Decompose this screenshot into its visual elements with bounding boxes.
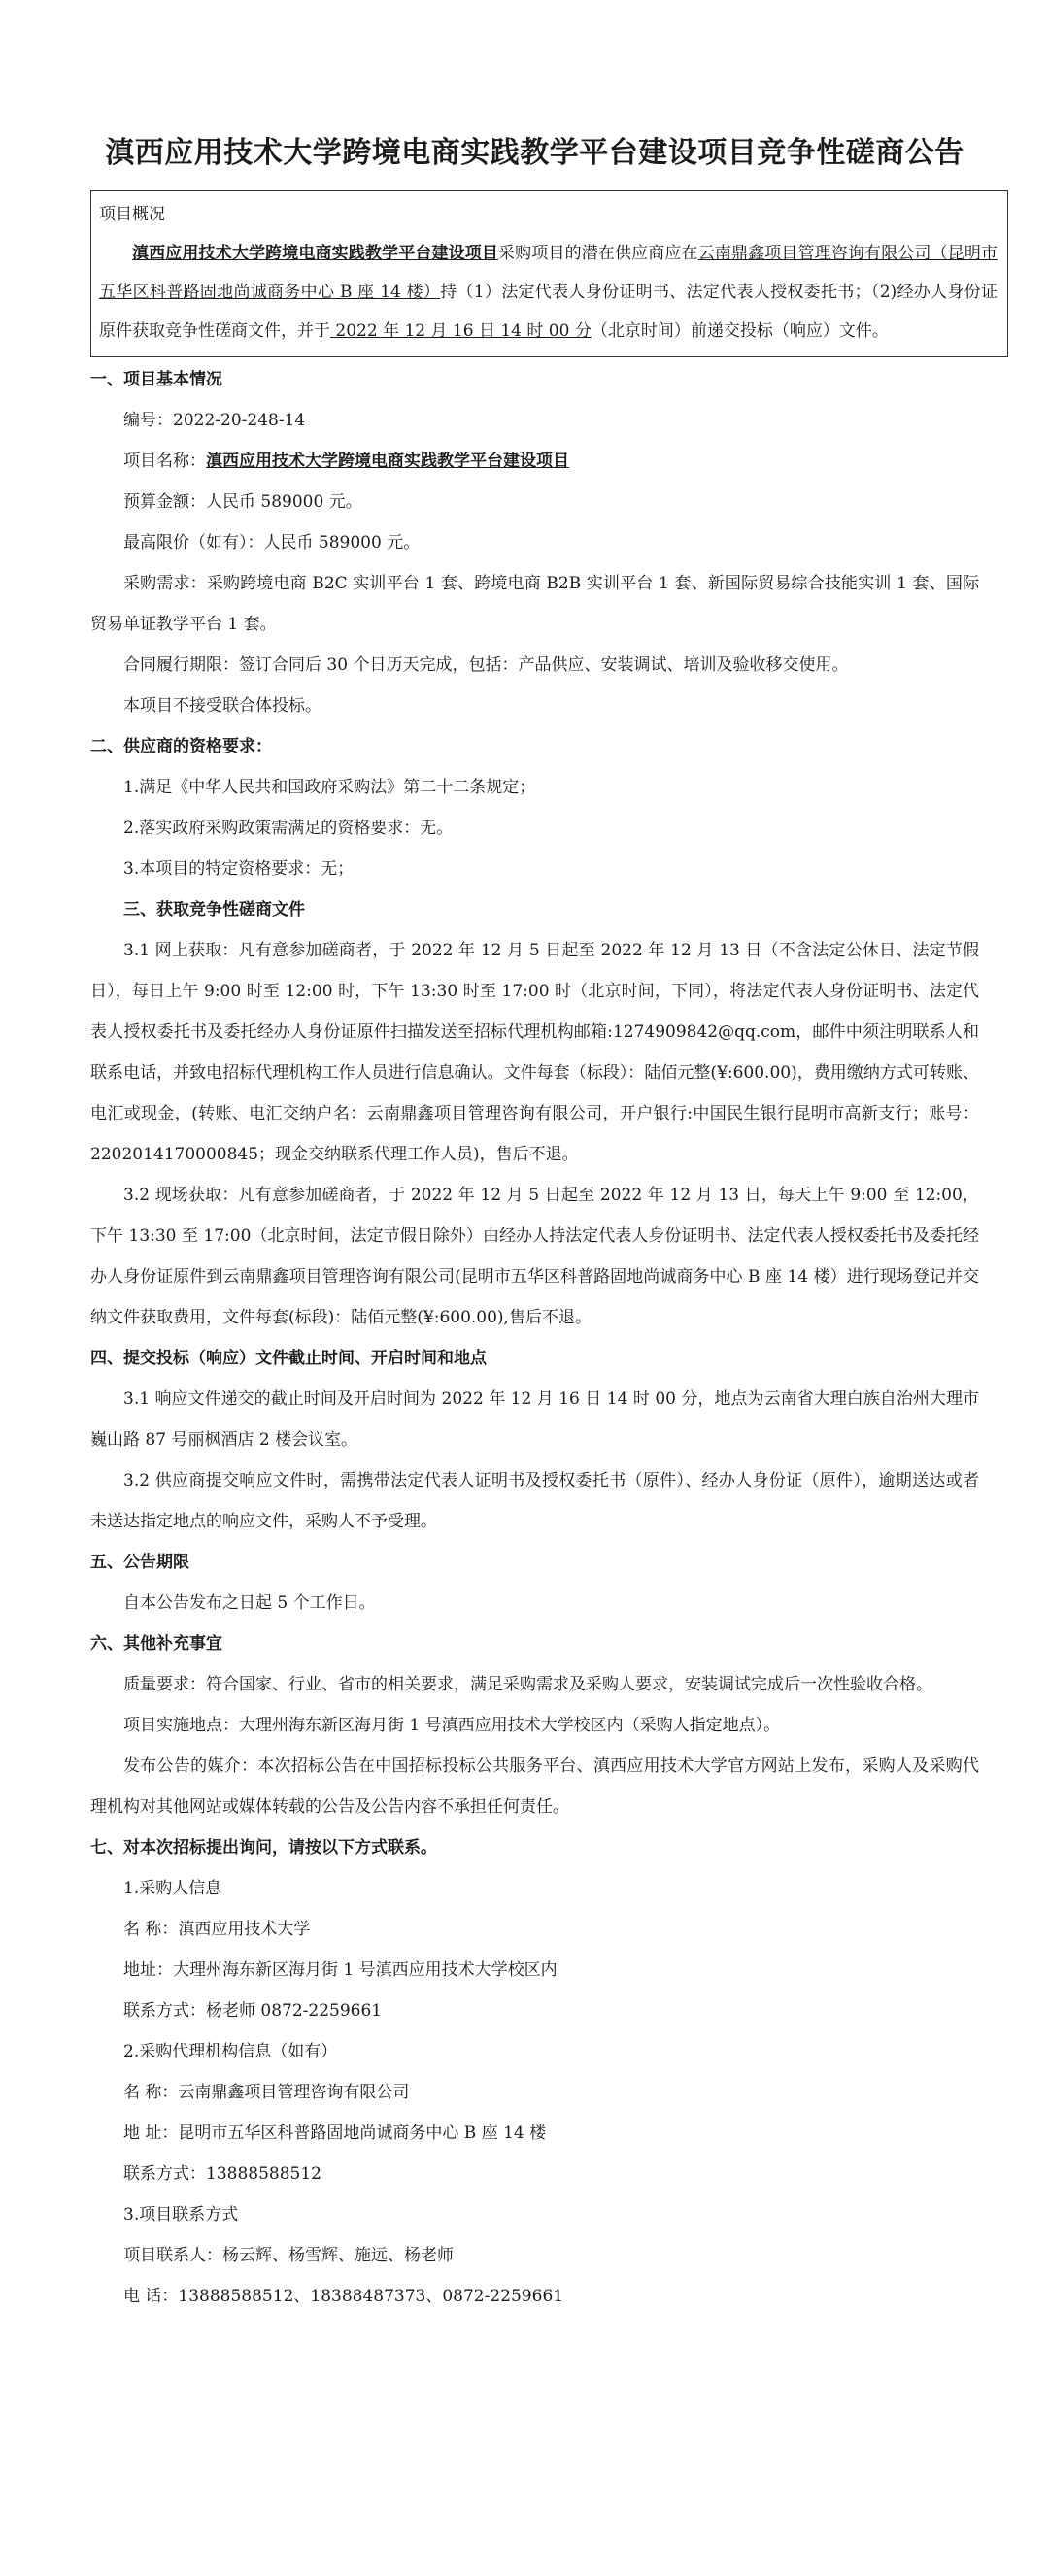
quality-requirements: 质量要求：符合国家、行业、省市的相关要求，满足采购需求及采购人要求，安装调试完成后一次性验收合格。 xyxy=(123,1675,932,1694)
project-name-value: 滇西应用技术大学跨境电商实践教学平台建设项目 xyxy=(206,452,569,471)
overview-text-3: （北京时间）前递交投标（响应）文件。 xyxy=(591,321,889,341)
project-name-line xyxy=(90,441,979,482)
overview-text-2: 持（1）法定代表人身份证明书、法定代表人授权委托书；（2)经办人身份证原件获取竞争性磋商文件，并于 xyxy=(99,283,998,341)
agent-info-heading: 2.采购代理机构信息（如有） xyxy=(123,2042,338,2061)
project-number: 编号：2022-20-248-14 xyxy=(123,411,306,430)
submission-requirements: 3.2 供应商提交响应文件时，需携带法定代表人证明书及授权委托书（原件）、经办人身份证（原件），逾期送达或者未送达指定地点的响应文件，采购人不予受理。 xyxy=(90,1471,979,1531)
budget-amount: 预算金额：人民币 589000 元。 xyxy=(123,492,362,512)
announcement-period: 自本公告发布之日起 5 个工作日。 xyxy=(123,1593,376,1613)
qualification-item-3: 3.本项目的特定资格要求：无； xyxy=(123,859,355,879)
online-acquisition: 3.1 网上获取：凡有意参加磋商者，于 2022 年 12 月 5 日起至 2022 年 12 月 13 日（不含法定公休日、法定节假日），每日上午 9:00 时至 12:00 时，下午 13:30 时至 17:00 时（北京时间，下同），将法定代表人身份证明书、法定代表人授权委托书及委托经办人身份证原件扫描发送至招标代理机构邮箱:1274909842@qq.com，邮件中须注明联系人和联系电话，并致电招标代理机构工作人员进行信息确认。文件每套（标段）：陆佰元整(¥:600.00)，费用缴纳方式可转账、电汇或现金，(转账、电汇交纳户名：云南鼎鑫项目管理咨询有限公司，开户银行:中国民生银行昆明市高新支行；账号：2202014170000845；现金交纳联系代理工作人员)，售后不退。 xyxy=(90,941,979,1164)
announcement-body xyxy=(90,359,979,2317)
buyer-address: 地址：大理州海东新区海月街 1 号滇西应用技术大学校区内 xyxy=(123,1960,558,1980)
agent-contact: 联系方式：13888588512 xyxy=(123,2164,321,2184)
overview-location: 云南鼎鑫项目管理咨询有限公司（昆明市五华区科普路固地尚诚商务中心 B 座 14 楼） xyxy=(99,244,998,302)
section-7-heading: 七、对本次招标提出询问，请按以下方式联系。 xyxy=(90,1838,437,1857)
qualification-item-2: 2.落实政府采购政策需满足的资格要求：无。 xyxy=(123,819,454,838)
overview-paragraph xyxy=(99,234,998,351)
consortium-note: 本项目不接受联合体投标。 xyxy=(123,696,321,716)
publication-media: 发布公告的媒介：本次招标公告在中国招标投标公共服务平台、滇西应用技术大学官方网站上发布，采购人及采购代理机构对其他网站或媒体转载的公告及公告内容不承担任何责任。 xyxy=(90,1756,979,1817)
project-overview-box xyxy=(90,190,1008,357)
section-2-heading: 二、供应商的资格要求： xyxy=(90,737,272,756)
buyer-contact: 联系方式：杨老师 0872-2259661 xyxy=(123,2001,383,2021)
agent-address: 地 址：昆明市五华区科普路固地尚诚商务中心 B 座 14 楼 xyxy=(123,2124,547,2143)
section-6-heading: 六、其他补充事宜 xyxy=(90,1634,222,1654)
max-price: 最高限价（如有）：人民币 589000 元。 xyxy=(123,533,421,552)
implementation-site: 项目实施地点：大理州海东新区海月街 1 号滇西应用技术大学校区内（采购人指定地点）。 xyxy=(123,1716,781,1735)
overview-deadline: 2022 年 12 月 16 日 14 时 00 分 xyxy=(330,321,592,341)
onsite-acquisition: 3.2 现场获取：凡有意参加磋商者，于 2022 年 12 月 5 日起至 2022 年 12 月 13 日，每天上午 9:00 至 12:00，下午 13:30 至 17:00（北京时间，法定节假日除外）由经办人持法定代表人身份证明书、法定代表人授权委托书及委托经办人身份证原件到云南鼎鑫项目管理咨询有限公司(昆明市五华区科普路固地尚诚商务中心 B 座 14 楼）进行现场登记并交纳文件获取费用，文件每套(标段)：陆佰元整(¥:600.00),售后不退。 xyxy=(90,1186,979,1327)
contract-period: 合同履行期限：签订合同后 30 个日历天完成，包括：产品供应、安装调试、培训及验收移交使用。 xyxy=(123,655,849,675)
section-5-heading: 五、公告期限 xyxy=(90,1553,189,1572)
project-contact-phone: 电 话：13888588512、18388487373、0872-2259661 xyxy=(123,2287,564,2306)
project-contact-people: 项目联系人：杨云辉、杨雪辉、施远、杨老师 xyxy=(123,2246,454,2265)
section-4-heading: 四、提交投标（响应）文件截止时间、开启时间和地点 xyxy=(90,1349,487,1368)
overview-text-1: 采购项目的潜在供应商应在 xyxy=(498,244,698,263)
overview-project-name: 滇西应用技术大学跨境电商实践教学平台建设项目 xyxy=(132,244,499,263)
agent-name: 名 称：云南鼎鑫项目管理咨询有限公司 xyxy=(123,2083,410,2102)
page-title: 滇西应用技术大学跨境电商实践教学平台建设项目竞争性磋商公告 xyxy=(105,136,964,170)
project-name-label: 项目名称： xyxy=(123,452,206,471)
section-3-heading: 三、获取竞争性磋商文件 xyxy=(123,900,305,920)
procurement-demand: 采购需求：采购跨境电商 B2C 实训平台 1 套、跨境电商 B2B 实训平台 1 套、新国际贸易综合技能实训 1 套、国际贸易单证教学平台 1 套。 xyxy=(90,574,979,634)
project-contact-heading: 3.项目联系方式 xyxy=(123,2205,239,2225)
overview-heading: 项目概况 xyxy=(99,205,165,224)
buyer-info-heading: 1.采购人信息 xyxy=(123,1879,222,1898)
buyer-name: 名 称：滇西应用技术大学 xyxy=(123,1920,311,1939)
submission-deadline: 3.1 响应文件递交的截止时间及开启时间为 2022 年 12 月 16 日 14 时 00 分，地点为云南省大理白族自治州大理市巍山路 87 号丽枫酒店 2 楼会议室。 xyxy=(90,1389,979,1450)
section-1-heading: 一、项目基本情况 xyxy=(90,370,222,389)
qualification-item-1: 1.满足《中华人民共和国政府采购法》第二十二条规定； xyxy=(123,778,536,797)
